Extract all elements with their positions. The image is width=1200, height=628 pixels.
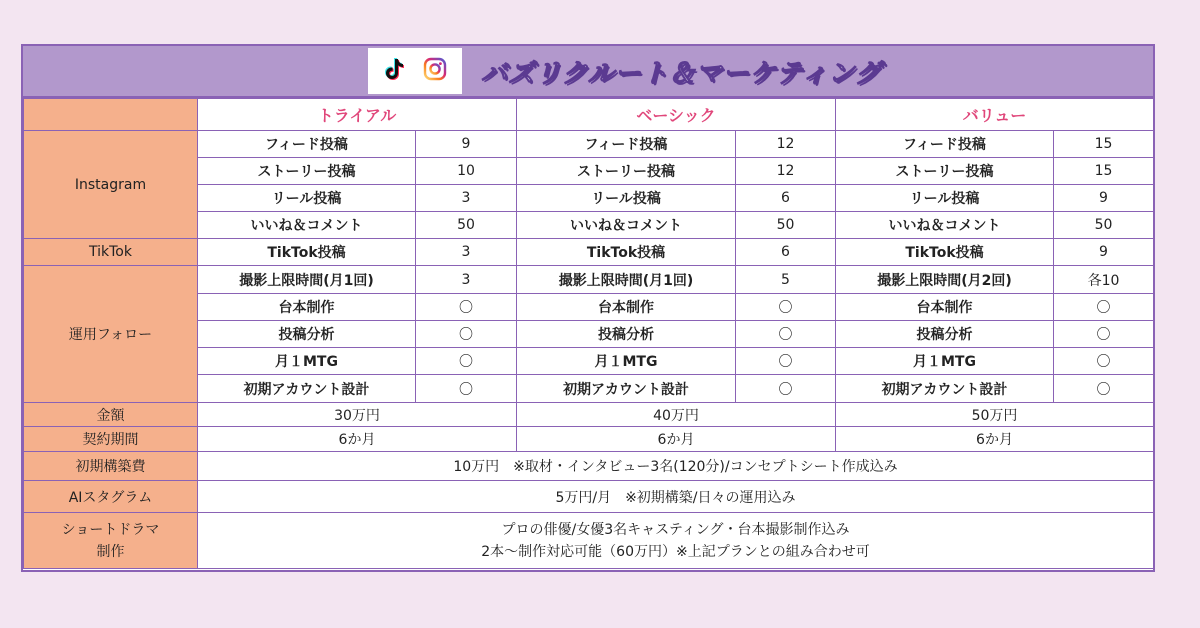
item-label: 投稿分析 <box>198 321 416 348</box>
item-label: 初期アカウント設計 <box>198 375 416 403</box>
item-label: TikTok投稿 <box>198 239 416 266</box>
item-value: 〇 <box>736 348 836 375</box>
plan-header-row <box>24 99 1154 131</box>
section-label-drama: ショートドラマ 制作 <box>24 513 198 569</box>
item-value: 15 <box>1054 158 1154 185</box>
setup-text: 10万円 ※取材・インタビュー3名(120分)/コンセプトシート作成込み <box>198 452 1154 481</box>
item-label: リール投稿 <box>517 185 736 212</box>
item-label: 月１MTG <box>836 348 1054 375</box>
plan-name: トライアル <box>198 99 517 131</box>
item-label: 投稿分析 <box>517 321 736 348</box>
instagram-icon <box>423 57 447 85</box>
item-label: 台本制作 <box>517 294 736 321</box>
item-value: 〇 <box>1054 375 1154 403</box>
item-label: いいね＆コメント <box>517 212 736 239</box>
item-value: 〇 <box>416 348 517 375</box>
section-label-price: 金額 <box>24 403 198 427</box>
item-value: 〇 <box>1054 294 1154 321</box>
item-label: フィード投稿 <box>198 131 416 158</box>
item-value: 5 <box>736 266 836 294</box>
item-label: フィード投稿 <box>836 131 1054 158</box>
item-value: 50 <box>416 212 517 239</box>
item-value: 〇 <box>416 321 517 348</box>
period-value: 6か月 <box>836 427 1154 452</box>
item-value: 9 <box>416 131 517 158</box>
item-label: 撮影上限時間(月2回) <box>836 266 1054 294</box>
section-label-tiktok: TikTok <box>24 239 198 266</box>
item-value: 12 <box>736 131 836 158</box>
item-value: 各10 <box>1054 266 1154 294</box>
item-label: いいね＆コメント <box>836 212 1054 239</box>
item-label: いいね＆コメント <box>198 212 416 239</box>
item-value: 〇 <box>736 375 836 403</box>
logo-box <box>368 48 462 94</box>
item-value: 〇 <box>736 321 836 348</box>
item-label: フィード投稿 <box>517 131 736 158</box>
price-value: 30万円 <box>198 403 517 427</box>
item-value: 9 <box>1054 239 1154 266</box>
section-label-ai: AIスタグラム <box>24 481 198 513</box>
item-value: 50 <box>736 212 836 239</box>
item-label: リール投稿 <box>836 185 1054 212</box>
corner-cell <box>24 99 198 131</box>
pricing-table <box>23 98 1154 569</box>
item-label: 投稿分析 <box>836 321 1054 348</box>
item-label: 台本制作 <box>836 294 1054 321</box>
table-row <box>24 266 1154 294</box>
item-label: 月１MTG <box>198 348 416 375</box>
item-label: 初期アカウント設計 <box>517 375 736 403</box>
price-value: 40万円 <box>517 403 836 427</box>
item-label: 撮影上限時間(月1回) <box>198 266 416 294</box>
table-row <box>24 403 1154 427</box>
item-label: リール投稿 <box>198 185 416 212</box>
item-label: ストーリー投稿 <box>517 158 736 185</box>
tiktok-icon <box>383 57 405 85</box>
item-value: 12 <box>736 158 836 185</box>
table-row <box>24 452 1154 481</box>
item-value: 〇 <box>416 375 517 403</box>
table-row <box>24 131 1154 158</box>
item-label: ストーリー投稿 <box>198 158 416 185</box>
item-label: 月１MTG <box>517 348 736 375</box>
section-label-follow: 運用フォロー <box>24 266 198 403</box>
item-label: ストーリー投稿 <box>836 158 1054 185</box>
item-value: 10 <box>416 158 517 185</box>
item-label: 台本制作 <box>198 294 416 321</box>
table-row <box>24 481 1154 513</box>
item-value: 6 <box>736 185 836 212</box>
table-row <box>24 513 1154 569</box>
item-value: 15 <box>1054 131 1154 158</box>
section-label-setup: 初期構築費 <box>24 452 198 481</box>
table-row <box>24 427 1154 452</box>
drama-line-2: 2本〜制作対応可能（60万円）※上記プランとの組み合わせ可 <box>481 543 870 560</box>
item-value: 〇 <box>416 294 517 321</box>
item-value: 9 <box>1054 185 1154 212</box>
table-row <box>24 239 1154 266</box>
plan-name: ベーシック <box>517 99 836 131</box>
period-value: 6か月 <box>517 427 836 452</box>
item-label: TikTok投稿 <box>517 239 736 266</box>
plan-name: バリュー <box>836 99 1154 131</box>
item-label: 初期アカウント設計 <box>836 375 1054 403</box>
drama-line-1: プロの俳優/女優3名キャスティング・台本撮影制作込み <box>501 521 850 538</box>
item-value: 〇 <box>736 294 836 321</box>
item-value: 3 <box>416 266 517 294</box>
pricing-table-frame <box>21 44 1155 572</box>
title-bar <box>23 46 1153 98</box>
section-label-period: 契約期間 <box>24 427 198 452</box>
ai-text: 5万円/月 ※初期構築/日々の運用込み <box>198 481 1154 513</box>
period-value: 6か月 <box>198 427 517 452</box>
item-value: 〇 <box>1054 321 1154 348</box>
price-value: 50万円 <box>836 403 1154 427</box>
item-value: 50 <box>1054 212 1154 239</box>
item-value: 3 <box>416 239 517 266</box>
item-value: 〇 <box>1054 348 1154 375</box>
item-value: 6 <box>736 239 836 266</box>
page-title: バズリクルート＆マーケティング <box>481 59 882 89</box>
item-label: 撮影上限時間(月1回) <box>517 266 736 294</box>
item-value: 3 <box>416 185 517 212</box>
section-label-instagram: Instagram <box>24 131 198 239</box>
item-label: TikTok投稿 <box>836 239 1054 266</box>
drama-cell <box>198 513 1154 569</box>
